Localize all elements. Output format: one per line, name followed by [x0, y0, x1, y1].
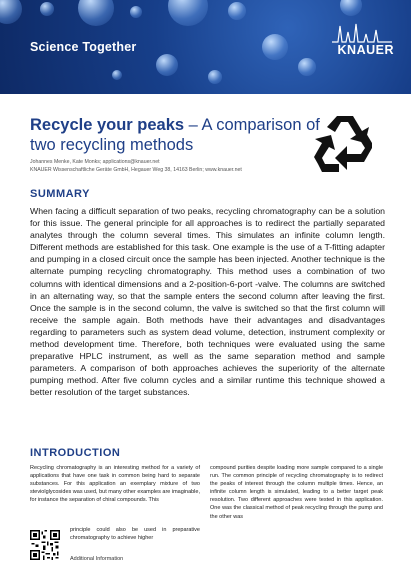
bubble-decoration	[40, 2, 54, 16]
qr-code-icon[interactable]	[30, 530, 60, 560]
bubble-decoration	[112, 70, 122, 80]
bubble-decoration	[78, 0, 114, 26]
bubble-decoration	[168, 0, 208, 26]
knauer-logo-icon	[330, 22, 394, 44]
introduction-column-2: compound purities despite loading more sample compared to a single run. The common principle of recycling chromatography is to redirect the peaks of interest through the column multiple times. Hence, an infinite column length is simulated, leading to a better target peak resolution. Two different approaches were tested in this application. One was the classical method of peak recycling through the pump and the other was	[210, 465, 383, 520]
bubble-decoration	[340, 0, 362, 16]
page-title	[30, 115, 320, 155]
tagline: Science Together	[30, 40, 137, 54]
title-sub: – A comparison of two recycling methods	[30, 116, 320, 154]
bubble-decoration	[208, 70, 222, 84]
bubble-decoration	[156, 54, 178, 76]
title-main: Recycle your peaks	[30, 116, 185, 134]
bubble-decoration	[298, 58, 316, 76]
introduction-heading: INTRODUCTION	[30, 447, 121, 459]
summary-text: When facing a difficult separation of two peaks, recycling chromatography can be a solution for this issue. The general principle for all approaches is to redirect the partially separated analytes through the column several times. This simulates an infinite column length. Different methods are established for this task. One example is the use of a T-fitting adapter and pumping in a closed circuit once the sample has been injected. Another technique is the alternate pumping recycling chromatography. This method uses a combination of two columns with identical dimensions and a 2-position-6-port -valve. The columns are switched in an alternating way, so that the sample enters the second column after leaving the first. Once the sample is in the second column, the valve is switched so that the first column will receive the sample again. Both methods have their advantages and disadvantages regarding to parameters such as system dead volume, detection, instrument complexity or method development time. Therefore, both techniques were evaluated using the same preparative HPLC instrument, as well as the same separation method and sample parameters. A comparison of both approaches achieves the superiority of the alternate pumping method. After five column cycles and a similar runtime this technique showed a better resolution of the target substances.	[30, 206, 385, 398]
bubble-decoration	[0, 0, 22, 24]
introduction-column-1: Recycling chromatography is an interesting method for a variety of applications that have one task in common being hard to separate substances. For this application an exemplary mixture of two steviolglycosides was used, but many other examples are imaginable, for instance the separation of chiral compounds. This	[30, 465, 200, 504]
bubble-decoration	[130, 6, 142, 18]
authors-block	[30, 158, 330, 174]
additional-information-link[interactable]: Additional Information	[70, 556, 124, 562]
header-banner	[0, 0, 411, 94]
affiliation-line: KNAUER Wissenschaftliche Geräte GmbH, Hegauer Weg 38, 14163 Berlin; www.knauer.net	[30, 167, 242, 173]
bubble-decoration	[262, 34, 288, 60]
bubble-decoration	[228, 2, 246, 20]
authors-line: Johannes Menke, Kate Monks; applications@knauer.net	[30, 159, 160, 165]
introduction-column-1-continued: principle could also be used in preparative chromatography to achieve higher	[70, 527, 200, 542]
summary-heading: SUMMARY	[30, 188, 90, 200]
brand-name: KNAUER	[337, 43, 394, 57]
